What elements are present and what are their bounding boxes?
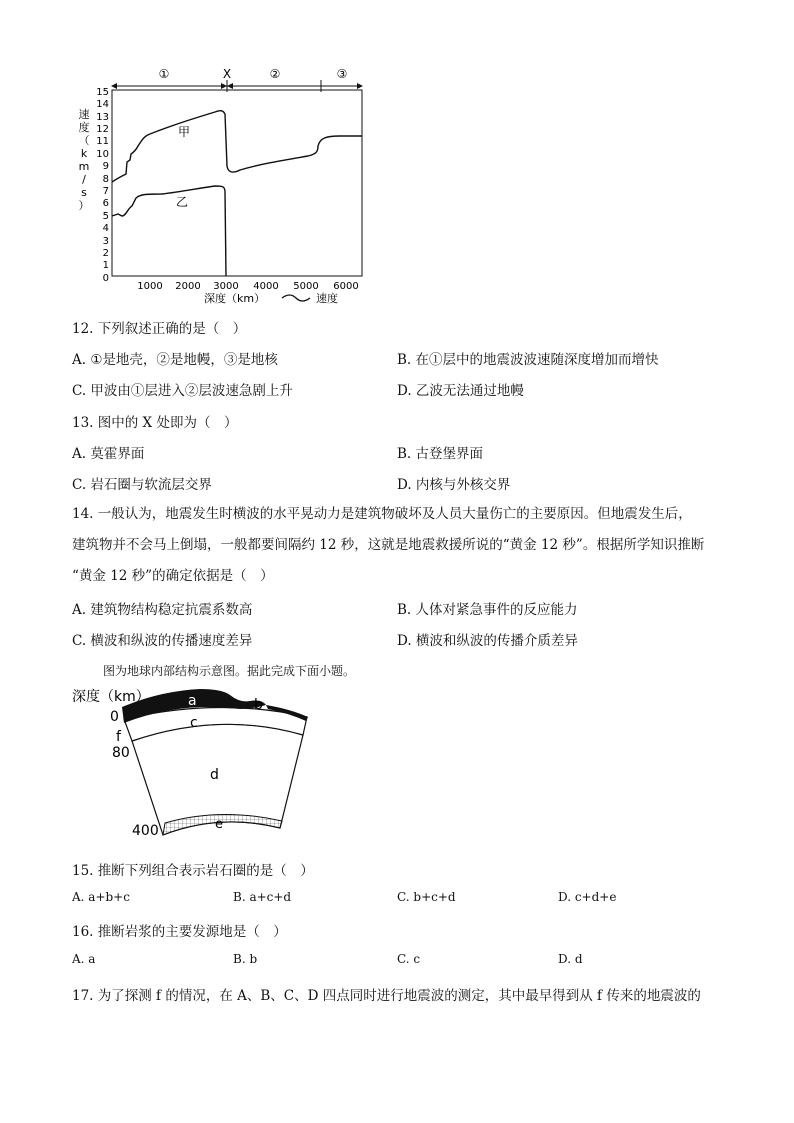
- q15-option-d[interactable]: D. c+d+e: [558, 890, 617, 904]
- y-tick: 4: [102, 223, 109, 234]
- q12-option-c[interactable]: C. 甲波由①层进入②层波速急剧上升: [72, 383, 293, 399]
- earth-structure-diagram: [70, 683, 320, 843]
- y-tick: 13: [96, 112, 109, 123]
- y-tick: 14: [96, 99, 109, 110]
- plot-frame: [112, 90, 362, 276]
- y-axis-label-char: /: [82, 173, 86, 186]
- q14-option-c[interactable]: C. 横波和纵波的传播速度差异: [72, 633, 253, 649]
- q13-option-a[interactable]: A. 莫霍界面: [72, 446, 145, 462]
- q15-option-a[interactable]: A. a+b+c: [72, 890, 130, 904]
- depth-label: 深度（km）: [72, 689, 150, 705]
- region-label-b: b: [254, 697, 263, 713]
- q15-stem: 15. 推断下列组合表示岩石圈的是（ ）: [72, 863, 314, 879]
- x-tick: 3000: [213, 281, 239, 292]
- figure2-caption: 图为地球内部结构示意图。据此完成下面小题。: [103, 664, 356, 678]
- section-label-3: ③: [336, 67, 348, 81]
- y-axis-label-char: m: [78, 160, 90, 173]
- y-tick: 7: [102, 186, 109, 197]
- q15-option-b[interactable]: B. a+c+d: [233, 890, 292, 904]
- y-tick: 6: [102, 198, 109, 209]
- y-axis-label-char: 速: [78, 108, 90, 121]
- depth-tick-400: 400: [132, 823, 159, 839]
- x-tick: 6000: [333, 281, 359, 292]
- y-tick: 11: [96, 136, 109, 147]
- y-tick: 3: [102, 236, 109, 247]
- q12-option-a[interactable]: A. ①是地壳，②是地幔，③是地核: [72, 352, 278, 368]
- y-ticks: [96, 87, 109, 284]
- q16-option-b[interactable]: B. b: [233, 952, 258, 966]
- y-axis-label-char: （: [78, 134, 90, 147]
- curve-yi-swave: [112, 186, 226, 276]
- legend-label: 速度: [316, 292, 338, 305]
- q12-option-b[interactable]: B. 在①层中的地震波波速随深度增加而增快: [397, 352, 659, 368]
- depth-tick-80: 80: [112, 745, 130, 761]
- section-label-x: X: [222, 67, 232, 81]
- y-tick: 10: [96, 149, 109, 160]
- y-axis-label-char: k: [80, 147, 88, 160]
- q14-option-d[interactable]: D. 横波和纵波的传播介质差异: [397, 633, 578, 649]
- section-label-1: ①: [158, 67, 170, 81]
- q16-option-c[interactable]: C. c: [397, 952, 421, 966]
- q13-option-c[interactable]: C. 岩石圈与软流层交界: [72, 477, 212, 493]
- region-label-c: c: [190, 715, 198, 731]
- y-tick: 15: [96, 87, 109, 98]
- q13-option-b[interactable]: B. 古登堡界面: [397, 446, 484, 462]
- depth-tick-0: 0: [110, 709, 119, 725]
- q13-stem: 13. 图中的 X 处即为（ ）: [72, 415, 238, 431]
- x-ticks: [137, 281, 358, 292]
- curve-label-yi: 乙: [176, 195, 189, 209]
- q14-stem-line-1: 14. 一般认为，地震发生时横波的水平晃动力是建筑物破坏及人员大量伤亡的主要原因。但地震发生后，: [72, 506, 692, 522]
- q17-stem: 17. 为了探测 f 的情况，在 A、B、C、D 四点同时进行地震波的测定，其中最早得到从 f 传来的地震波的: [72, 988, 701, 1004]
- y-tick: 2: [102, 248, 109, 259]
- q12-stem: 12. 下列叙述正确的是（ ）: [72, 321, 247, 337]
- y-tick: 12: [96, 124, 109, 135]
- q16-stem: 16. 推断岩浆的主要发源地是（ ）: [72, 924, 287, 940]
- legend-wave-icon: [282, 295, 310, 301]
- q14-option-b[interactable]: B. 人体对紧急事件的反应能力: [397, 602, 578, 618]
- y-axis-label-char: 度: [78, 121, 90, 134]
- seismic-velocity-chart: [70, 60, 390, 310]
- x-tick: 4000: [253, 281, 279, 292]
- y-axis-label: [79, 107, 90, 212]
- y-axis-label-char: ）: [78, 199, 90, 212]
- q16-option-d[interactable]: D. d: [558, 952, 583, 966]
- region-label-a: a: [188, 693, 197, 709]
- y-tick: 8: [102, 174, 109, 185]
- y-tick: 0: [102, 273, 109, 284]
- y-tick: 9: [102, 161, 109, 172]
- curve-jia-pwave: [112, 111, 362, 182]
- q16-option-a[interactable]: A. a: [72, 952, 96, 966]
- x-tick: 1000: [137, 281, 163, 292]
- x-axis-label: 深度（km）: [204, 292, 266, 305]
- y-axis-label-char: s: [81, 186, 87, 199]
- q13-option-d[interactable]: D. 内核与外核交界: [397, 477, 511, 493]
- q14-stem-line-2: 建筑物并不会马上倒塌，一般都要间隔约 12 秒，这就是地震救援所说的“黄金 12 秒”。根据所学知识推断: [72, 537, 705, 553]
- q14-stem-line-3: “黄金 12 秒”的确定依据是（ ）: [72, 568, 274, 584]
- region-label-f: f: [116, 729, 121, 745]
- q12-option-d[interactable]: D. 乙波无法通过地幔: [397, 383, 524, 399]
- x-tick: 2000: [175, 281, 201, 292]
- section-label-2: ②: [269, 67, 281, 81]
- region-label-e: e: [215, 817, 223, 832]
- x-tick: 5000: [293, 281, 319, 292]
- y-tick: 5: [102, 211, 109, 222]
- y-tick: 1: [102, 260, 109, 271]
- curve-label-jia: 甲: [178, 125, 191, 139]
- q14-stem: [72, 499, 732, 592]
- q15-option-c[interactable]: C. b+c+d: [397, 890, 456, 904]
- q14-option-a[interactable]: A. 建筑物结构稳定抗震系数高: [72, 602, 253, 618]
- region-label-d: d: [210, 767, 219, 783]
